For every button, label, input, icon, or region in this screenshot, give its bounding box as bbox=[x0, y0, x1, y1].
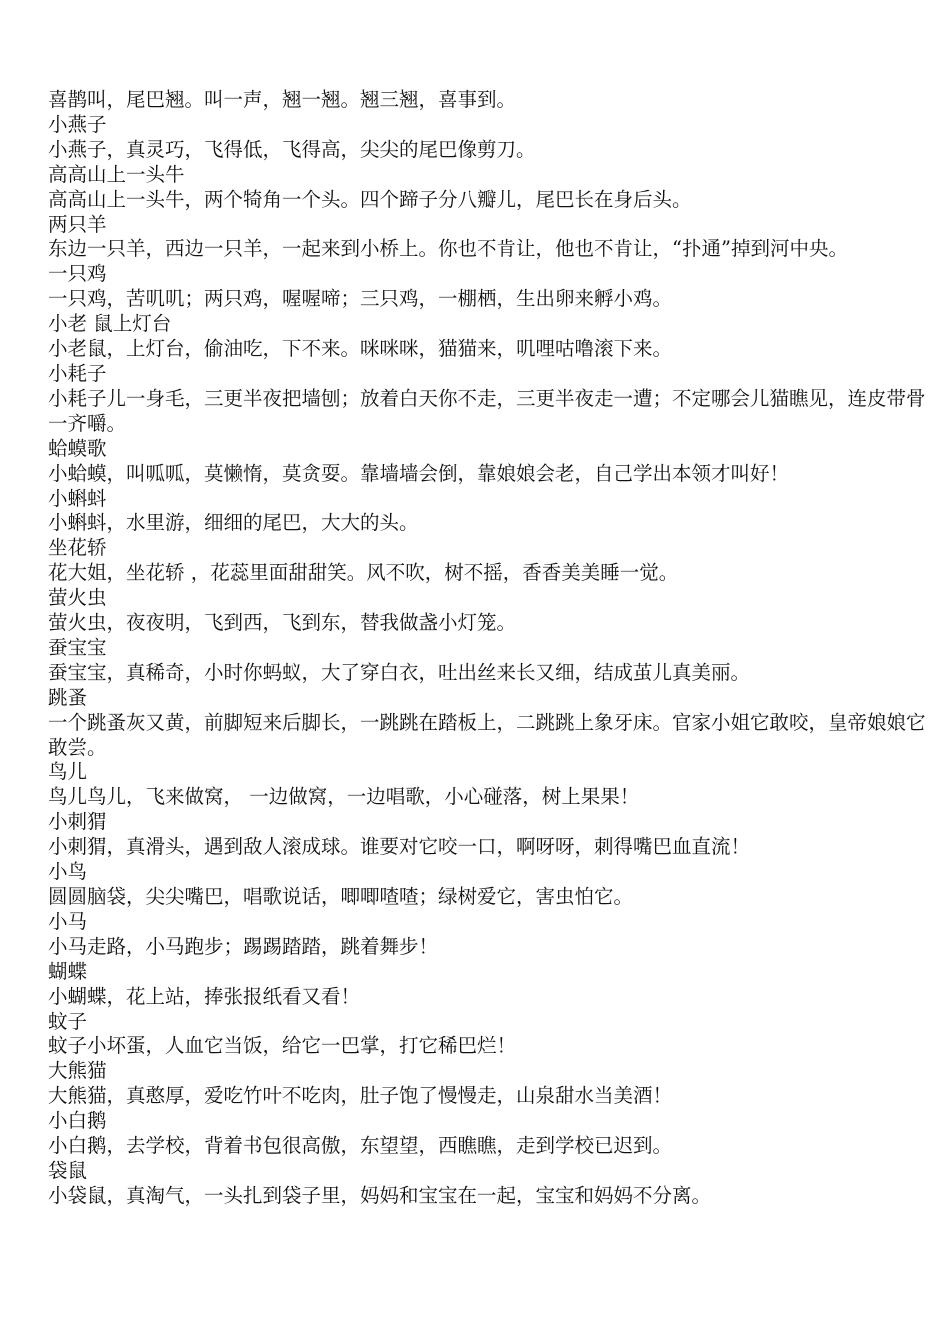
rhyme-title: 小马 bbox=[48, 909, 88, 933]
rhyme-title: 小燕子 bbox=[48, 112, 107, 136]
verse-text: 小白鹅，去学校，背着书包很高傲，东望望，西瞧瞧，走到学校已迟到。 bbox=[48, 1134, 673, 1158]
verse-text: 小马走路，小马跑步；踢踢踏踏，跳着舞步！ bbox=[48, 934, 439, 958]
rhyme-title: 萤火虫 bbox=[48, 586, 107, 610]
rhyme-title: 袋鼠 bbox=[48, 1158, 88, 1182]
verse-text: 小燕子，真灵巧，飞得低，飞得高，尖尖的尾巴像剪刀。 bbox=[48, 137, 536, 161]
verse-text: 蚊子小坏蛋，人血它当饭，给它一巴掌，打它稀巴烂！ bbox=[48, 1034, 517, 1058]
verse-text: 花大姐，坐花轿 ，花蕊里面甜甜笑。风不吹，树不摇，香香美美睡一觉。 bbox=[48, 561, 679, 585]
rhyme-title: 小蝌蚪 bbox=[48, 486, 107, 510]
rhyme-title: 小刺猬 bbox=[48, 810, 107, 834]
verse-text: 鸟儿鸟儿，飞来做窝， 一边做窝，一边唱歌，小心碰落，树上果果！ bbox=[48, 785, 640, 809]
rhyme-title: 小老 鼠上灯台 bbox=[48, 312, 172, 336]
rhyme-title: 跳蚤 bbox=[48, 685, 88, 709]
verse-text: 高高山上一头牛，两个犄角一个头。四个蹄子分八瓣儿，尾巴长在身后头。 bbox=[48, 187, 692, 211]
verse-text: 小蝌蚪，水里游，细细的尾巴，大大的头。 bbox=[48, 511, 419, 535]
verse-text: 蚕宝宝，真稀奇，小时你蚂蚁，大了穿白衣，吐出丝来长又细，结成茧儿真美丽。 bbox=[48, 660, 751, 684]
verse-text: 东边一只羊，西边一只羊，一起来到小桥上。你也不肯让，他也不肯让，“扑通”掉到河中央。 bbox=[48, 237, 848, 261]
rhyme-title: 坐花轿 bbox=[48, 536, 107, 560]
rhyme-title: 两只羊 bbox=[48, 212, 107, 236]
verse-text: 圆圆脑袋，尖尖嘴巴，唱歌说话，唧唧喳喳；绿树爱它，害虫怕它。 bbox=[48, 885, 634, 908]
verse-text: 小刺猬，真滑头，遇到敌人滚成球。谁要对它咬一口，啊呀呀，刺得嘴巴血直流！ bbox=[48, 835, 751, 859]
rhyme-title: 小耗子 bbox=[48, 361, 107, 385]
rhyme-title: 蛤蟆歌 bbox=[48, 436, 107, 460]
verse-text: 小耗子儿一身毛，三更半夜把墙刨；放着白天你不走，三更半夜走一遭；不定哪会儿猫瞧见，连皮带骨一齐嚼。 bbox=[48, 386, 926, 435]
verse-text: 小蛤蟆，叫呱呱，莫懒惰，莫贪耍。靠墙墙会倒，靠娘娘会老，自己学出本领才叫好！ bbox=[48, 461, 790, 485]
rhyme-title: 大熊猫 bbox=[48, 1059, 107, 1083]
rhyme-title: 小鸟 bbox=[48, 860, 88, 884]
rhyme-title: 小白鹅 bbox=[48, 1109, 107, 1133]
verse-text: 小袋鼠，真淘气，一头扎到袋子里，妈妈和宝宝在一起，宝宝和妈妈不分离。 bbox=[48, 1183, 712, 1207]
rhyme-title: 蚕宝宝 bbox=[48, 635, 107, 659]
verse-text: 小老鼠，上灯台，偷油吃，下不来。咪咪咪，猫猫来，叽哩咕噜滚下来。 bbox=[48, 337, 673, 361]
rhyme-title: 一只鸡 bbox=[48, 262, 107, 286]
verse-text: 萤火虫，夜夜明，飞到西，飞到东，替我做盏小灯笼。 bbox=[48, 611, 517, 635]
verse-text: 小蝴蝶，花上站，捧张报纸看又看！ bbox=[48, 984, 361, 1008]
verse-text: 喜鹊叫，尾巴翘。叫一声，翘一翘。翘三翘，喜事到。 bbox=[48, 88, 517, 111]
rhyme-title: 蚊子 bbox=[48, 1009, 88, 1033]
rhyme-title: 鸟儿 bbox=[48, 760, 88, 784]
rhyme-title: 高高山上一头牛 bbox=[48, 162, 185, 186]
verse-text: 一只鸡，苦叽叽；两只鸡，喔喔啼；三只鸡，一棚栖，生出卵来孵小鸡。 bbox=[48, 287, 673, 311]
document-body bbox=[48, 88, 928, 1209]
verse-text: 大熊猫，真憨厚，爱吃竹叶不吃肉，肚子饱了慢慢走，山泉甜水当美酒！ bbox=[48, 1084, 673, 1108]
rhyme-title: 蝴蝶 bbox=[48, 959, 88, 983]
verse-text: 一个跳蚤灰又黄，前脚短来后脚长，一跳跳在踏板上，二跳跳上象牙床。官家小姐它敢咬，皇帝娘娘它敢尝。 bbox=[48, 710, 926, 759]
